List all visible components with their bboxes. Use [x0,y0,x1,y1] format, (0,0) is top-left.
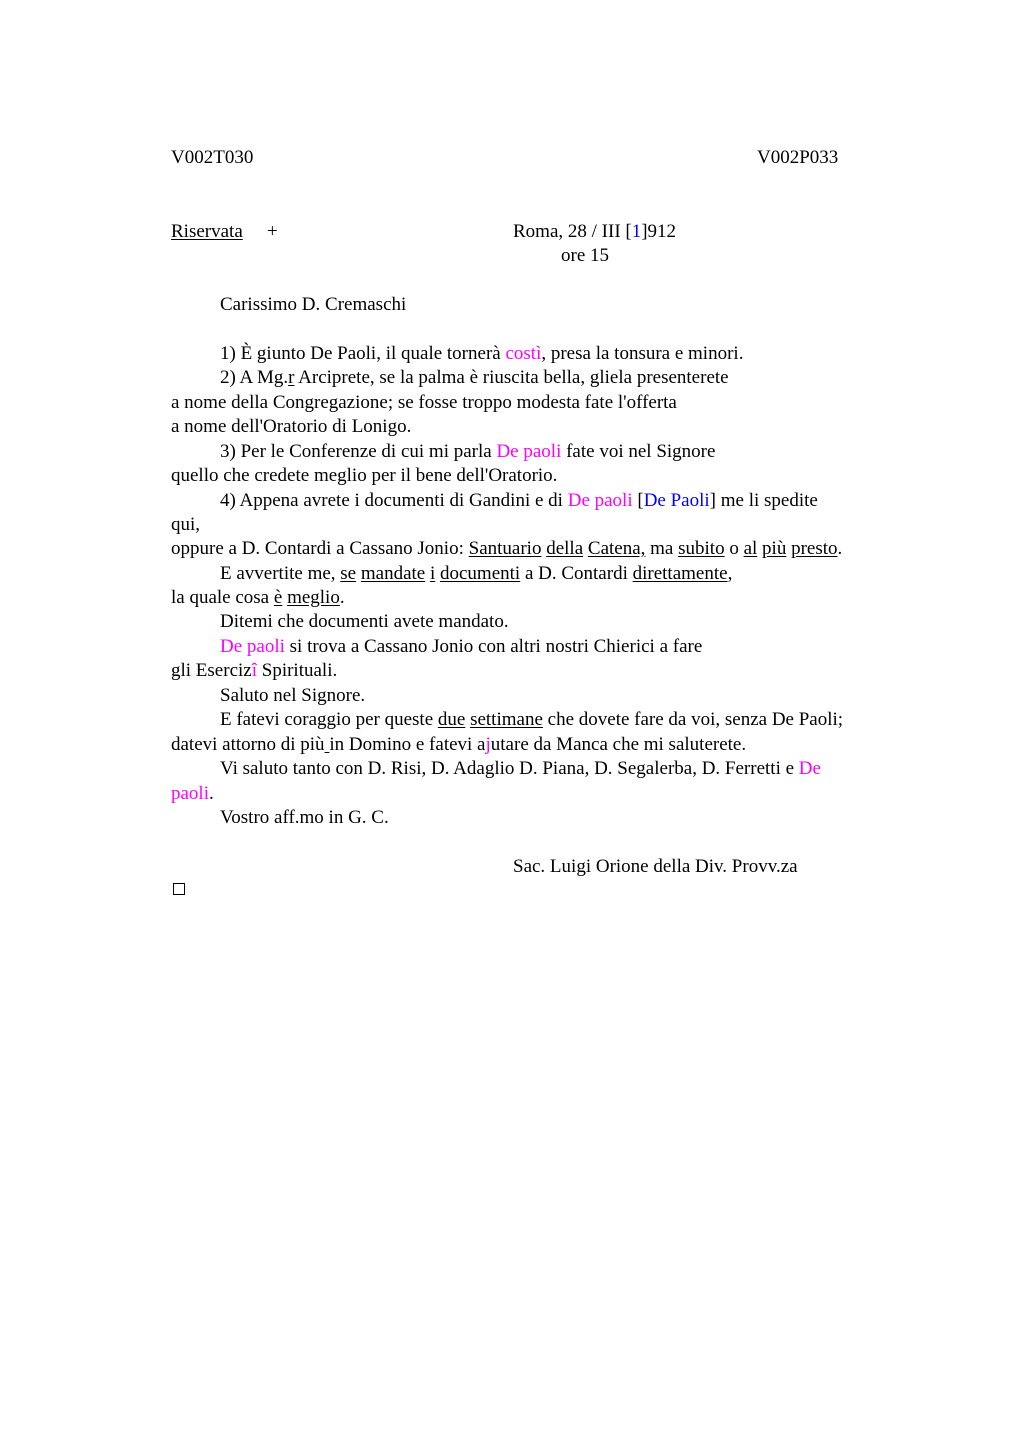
letter-time: ore 15 [561,245,610,266]
riservata-label [171,220,243,244]
body-line-1: 1) È giunto De Paoli, il quale tornerà costì, presa la tonsura e minori. [220,343,744,364]
editorial-mark: paoli [171,783,209,804]
body-line-17: datevi attorno di più in Domino e fatevi ajutare da Manca che mi saluterete. [171,734,747,755]
square-box-icon [173,883,185,895]
salutation: Carissimo D. Cremaschi [220,294,407,315]
body-line-13: De paoli si trova a Cassano Jonio con altri nostri Chierici a fare [220,636,703,657]
cross-mark: + [267,221,278,242]
body-line-9: oppure a D. Contardi a Cassano Jonio: Santuario della Catena, ma subito o al più presto. [171,538,843,559]
body-line-4: a nome dell'Oratorio di Lonigo. [171,416,412,437]
body-line-8: qui, [171,514,201,535]
riservata-text: Riservata [171,221,243,242]
editorial-correction: De Paoli [643,490,710,511]
body-line-16: E fatevi coraggio per queste due settimane che dovete fare da voi, senza De Paoli; [220,709,844,730]
body-line-12: Ditemi che documenti avete mandato. [220,611,509,632]
editorial-mark: costì [505,343,542,364]
body-line-18: Vi saluto tanto con D. Risi, D. Adaglio D. Piana, D. Segalerba, D. Ferretti e De [220,758,821,779]
document-code-left: V002T030 [171,147,254,168]
body-line-6: quello che credete meglio per il bene dell'Oratorio. [171,465,558,486]
editorial-mark: De paoli [220,636,285,657]
closing-line: Vostro aff.mo in G. C. [220,807,389,828]
body-line-7: 4) Appena avrete i documenti di Gandini e di De paoli [De Paoli] me li spedite [220,490,818,511]
date-part: Roma, 28 / III [ [513,221,632,242]
body-line-14: gli Esercizî Spirituali. [171,660,338,681]
body-line-3: a nome della Congregazione; se fosse troppo modesta fate l'offerta [171,392,677,413]
date-part: ]912 [641,221,677,242]
body-line-11: la quale cosa è meglio. [171,587,345,608]
editorial-mark: î [251,660,257,681]
body-line-2: 2) A Mg.r Arciprete, se la palma è riuscita bella, gliela presenterete [220,367,729,388]
body-line-5: 3) Per le Conferenze di cui mi parla De paoli fate voi nel Signore [220,441,716,462]
body-line-15: Saluto nel Signore. [220,685,366,706]
body-line-10: E avvertite me, se mandate i documenti a D. Contardi direttamente, [220,563,733,584]
editorial-mark: j [485,734,491,755]
editorial-mark: De paoli [496,441,562,462]
document-code-right: V002P033 [757,147,839,168]
date-editorial-digit: 1 [631,221,642,242]
signature: Sac. Luigi Orione della Div. Provv.za [513,856,798,877]
editorial-mark: De [798,758,821,779]
letter-date [513,220,676,244]
body-line-19: paoli. [171,783,214,804]
editorial-mark: De paoli [567,490,633,511]
